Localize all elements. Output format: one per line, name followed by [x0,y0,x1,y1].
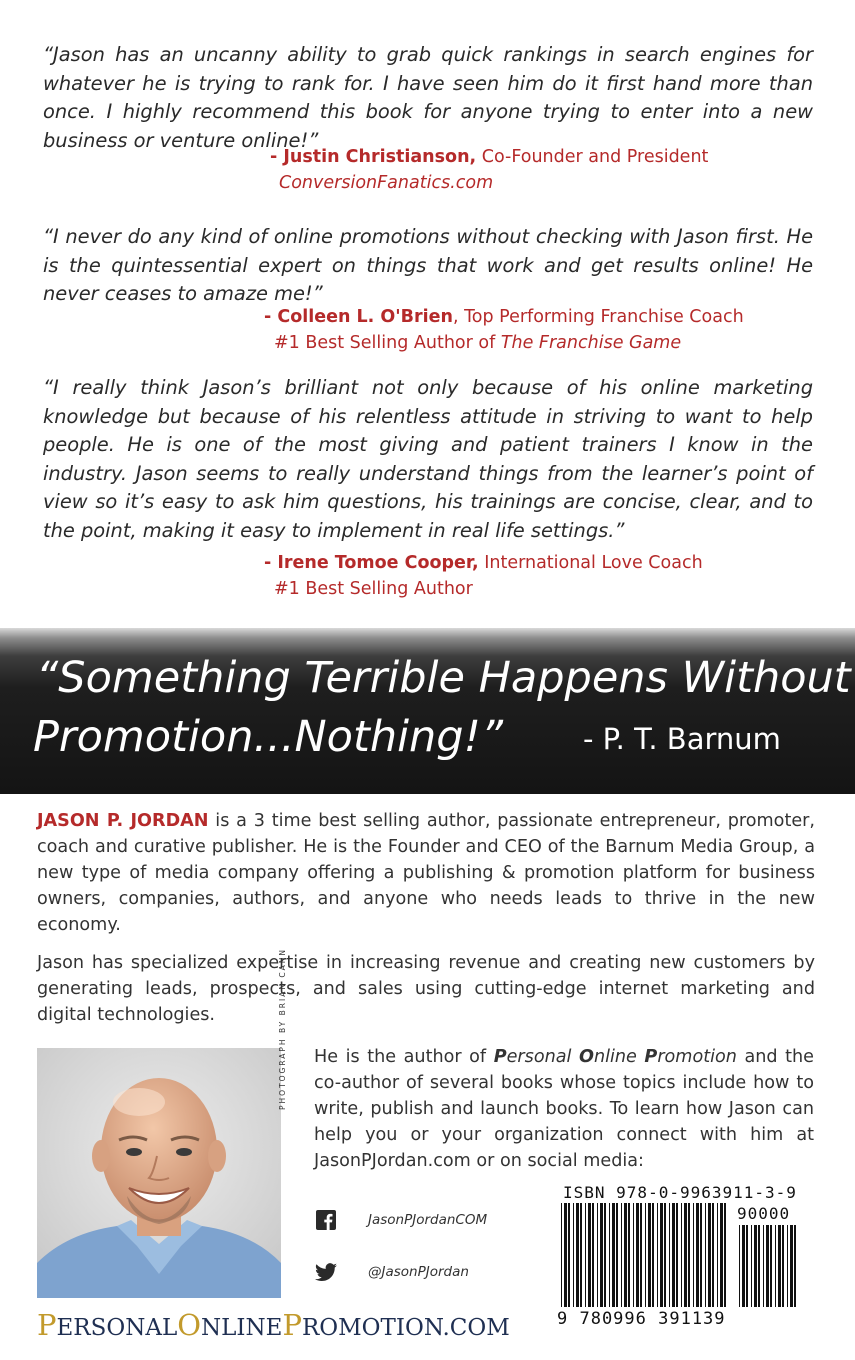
barcode-digits: 9 780996 391139 [557,1309,726,1329]
bio-paragraph-3-intro: He is the author of [314,1047,494,1067]
book-title-ersonal: ersonal [506,1047,579,1067]
barcode-bar [724,1203,726,1307]
barcode-bar [739,1225,740,1307]
testimonial-quote-2: “I never do any kind of online promotions without checking with Jason first. He is the quintessential expert on things that work and get results online! He never ceases to amaze me!” [43,225,813,306]
testimonial-quote-1: “Jason has an uncanny ability to grab quick rankings in search engines for whatever he is trying to rank for. I have seen him do it first hand more than once. I highly recommend this book for anyone trying to enter into a new business or venture online!” [43,43,813,152]
book-title-o: O [578,1047,594,1067]
barcode-bar [652,1203,654,1307]
barcode-bar [712,1203,714,1307]
brand-letter-p: P [37,1308,57,1342]
book-title-p: P [493,1047,507,1067]
twitter-handle[interactable]: @JasonPJordan [368,1264,469,1280]
bio-paragraph-3-text: and the co-author of several books whose topics include how to write, publish and launch books. To learn how Jason can help you or your organization connect with him at JasonPJordan.com or on social media: [314,1047,815,1171]
barcode-bar [624,1203,627,1307]
brand-letter-p2: P [282,1308,302,1342]
testimonial-attribution-3 [264,550,703,576]
bio-paragraph-1-text: is a 3 time best selling author, passionate entrepreneur, promoter, coach and curative publisher. He is the Founder and CEO of the Barnum Media Group, a new type of media company offering a publishing & promotion platform for business owners, companies, authors, and anyone who needs leads to thrive in the new economy. [37,811,815,935]
book-title-romotion: romotion [657,1047,737,1067]
testimonial-name-2: - Colleen L. O'Brien [264,307,453,327]
barcode-bar [604,1203,606,1307]
testimonial-affiliation-2-prefix: #1 Best Selling Author of [274,333,501,353]
barcode-bar [758,1225,760,1307]
testimonial-role-3: International Love Coach [478,553,703,573]
barcode-bar [573,1203,574,1307]
barcode-bar [561,1203,562,1307]
brand-logo [37,1308,510,1342]
barcode-bar [597,1203,598,1307]
banner-attribution: - P. T. Barnum [583,722,781,756]
barcode-bar [628,1203,630,1307]
barcode-bar [645,1203,646,1307]
author-name: JASON P. JORDAN [37,811,209,831]
barcode-bar [585,1203,586,1307]
barcode-bar [790,1225,793,1307]
barcode-bar [568,1203,570,1307]
barcode-bar [720,1203,723,1307]
bio-paragraph-1 [37,808,815,938]
twitter-icon[interactable] [314,1263,338,1283]
barcode-bar [592,1203,594,1307]
bio-paragraph-2: Jason has specialized expertise in increasing revenue and creating new customers by generating leads, prospects, and sales using cutting-edge internet marketing and digital technologies. [37,953,815,1025]
barcode-bar [580,1203,582,1307]
barcode-bar [576,1203,579,1307]
barcode-bar [648,1203,651,1307]
book-title [494,1047,737,1067]
barcode-bar [633,1203,634,1307]
barcode-bar [609,1203,610,1307]
barcode-bar [588,1203,591,1307]
barcode-bar [763,1225,764,1307]
brand-word-romotion: ROMOTION [301,1315,443,1341]
barcode-bar [600,1203,603,1307]
barcode-bar [612,1203,615,1307]
testimonial-quote-3: “I really think Jason’s brilliant not only because of his online marketing knowledge but because of his relentless attitude in striving to want to help people. He is one of the most giving and patient trainers I know in the industry. Jason seems to really understand things from the learner’s point of view so it’s easy to ask him questions, his trainings are concise, clear, and to the point, making it easy to implement in real life settings.” [43,376,813,542]
testimonial-role-1: Co-Founder and President [476,147,709,167]
testimonial-affiliation-2-book: The Franchise Game [500,333,682,353]
testimonial-name-3: - Irene Tomoe Cooper, [264,553,479,573]
banner-quote-line-1: “Something Terrible Happens Without [36,653,851,703]
barcode-bar [616,1203,618,1307]
barcode-bar [696,1203,699,1307]
testimonial-name-1: - Justin Christianson, [270,147,477,167]
bio-paragraph-3 [314,1044,814,1174]
barcode-bar [794,1225,796,1307]
barcode-bar [660,1203,663,1307]
barcode-bar [754,1225,757,1307]
barcode-bar [636,1203,639,1307]
facebook-icon[interactable] [316,1210,336,1230]
facebook-handle[interactable]: JasonPJordanCOM [368,1212,488,1228]
barcode-bar [787,1225,788,1307]
addon-barcode-bars [738,1225,800,1307]
barcode-bar [705,1203,706,1307]
testimonial-role-2: , Top Performing Franchise Coach [452,307,744,327]
barcode-bar [717,1203,718,1307]
testimonial-affiliation-3: #1 Best Selling Author [274,579,473,599]
barcode-bar [669,1203,670,1307]
barcode-bar [621,1203,622,1307]
barcode-bar [766,1225,769,1307]
author-photo [37,1048,281,1298]
isbn-barcode [555,1183,810,1333]
barcode-bar [778,1225,781,1307]
testimonial-attribution-2 [264,304,744,330]
barnum-quote-banner [0,628,855,794]
barcode-bar [684,1203,687,1307]
barcode-bar [775,1225,776,1307]
barcode-bar [681,1203,682,1307]
brand-word-ersonal: ERSONAL [56,1315,178,1341]
barcode-bar [700,1203,702,1307]
barcode-bar [746,1225,748,1307]
book-title-p2: P [644,1047,658,1067]
testimonial-affiliation-1: ConversionFanatics.com [279,173,494,193]
barcode-bar [688,1203,690,1307]
book-title-nline: nline [593,1047,645,1067]
banner-quote-line-2: Promotion...Nothing!” [33,712,504,762]
barcode-bar [640,1203,642,1307]
barcode-bar [672,1203,675,1307]
barcode-bar [564,1203,567,1307]
brand-letter-o: O [177,1308,202,1342]
isbn-label: ISBN 978-0-9963911-3-9 [563,1183,797,1202]
barcode-bar [742,1225,745,1307]
barcode-bar [664,1203,666,1307]
main-barcode-bars [560,1203,728,1307]
testimonial-affiliation-2 [274,330,681,356]
brand-word-nline: NLINE [201,1315,283,1341]
photo-credit: PHOTOGRAPH BY BRIAN CANN [278,948,287,1110]
barcode-bar [676,1203,678,1307]
barcode-bar [751,1225,752,1307]
barcode-bar [708,1203,711,1307]
barcode-bar [693,1203,694,1307]
testimonial-attribution-1 [270,144,708,170]
brand-word-com: .COM [442,1315,510,1341]
price-code: 90000 [737,1204,791,1223]
barcode-bar [657,1203,658,1307]
barcode-bar [770,1225,772,1307]
barcode-bar [782,1225,784,1307]
